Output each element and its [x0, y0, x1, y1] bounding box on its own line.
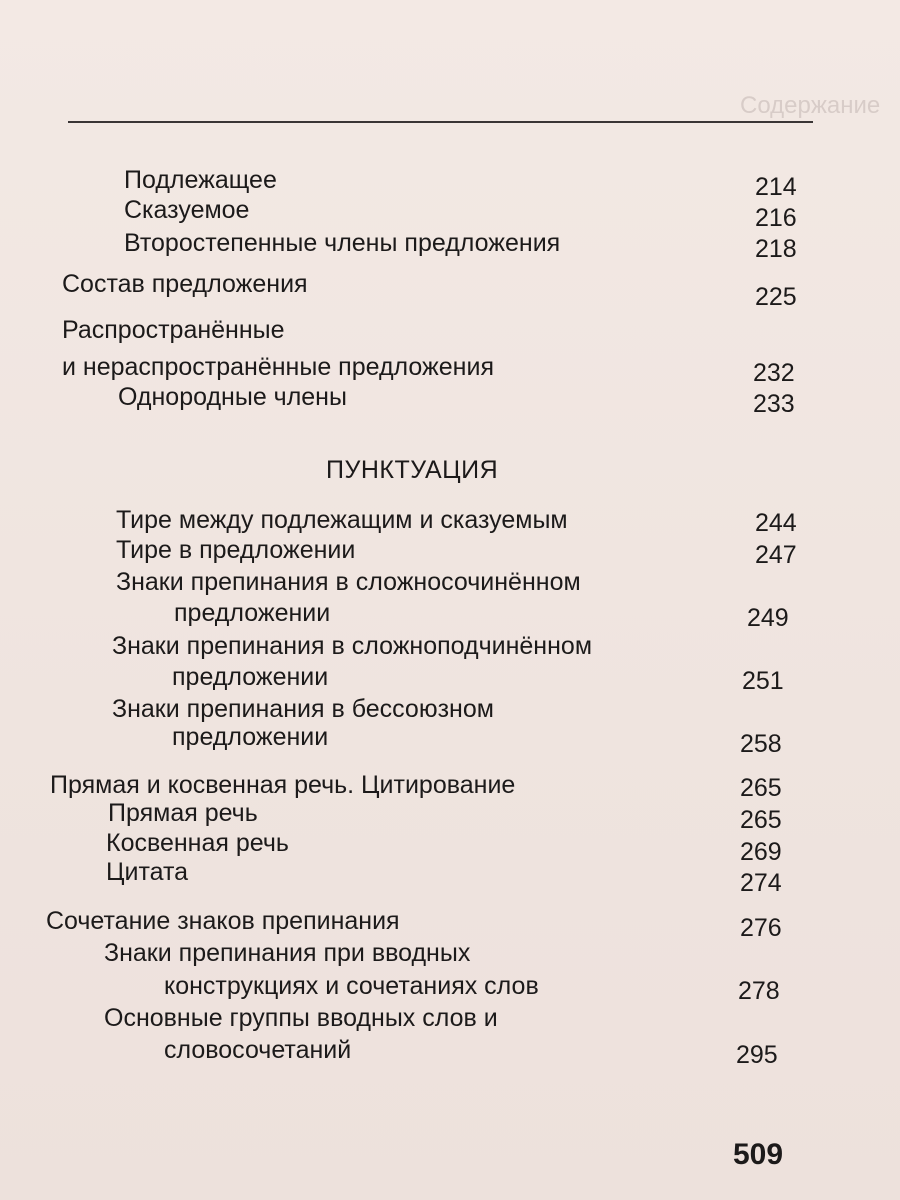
running-head: Содержание — [740, 92, 881, 119]
toc-entry-18-cont: словосочетаний — [164, 1036, 352, 1064]
toc-page-9: 249 — [747, 604, 789, 632]
toc-entry-5: Распространённые — [62, 316, 285, 344]
header-rule — [68, 121, 813, 123]
toc-entry-6: Однородные члены — [118, 383, 347, 411]
toc-entry-1: Подлежащее — [124, 166, 277, 194]
toc-page-15: 274 — [740, 869, 782, 897]
toc-page-16: 276 — [740, 914, 782, 942]
toc-page-5: 232 — [753, 359, 795, 387]
toc-entry-5-cont: и нераспространённые предложения — [62, 353, 494, 381]
toc-entry-7: Тире между подлежащим и сказуемым — [116, 506, 568, 534]
toc-page-13: 265 — [740, 806, 782, 834]
page-number: 509 — [733, 1138, 784, 1171]
toc-entry-11-cont: предложении — [172, 723, 329, 751]
toc-entry-15: Цитата — [106, 858, 189, 886]
toc-entry-10: Знаки препинания в сложноподчинённом — [112, 632, 593, 660]
toc-entry-3: Второстепенные члены предложения — [124, 229, 561, 257]
toc-page-7: 244 — [755, 509, 797, 537]
toc-entry-2: Сказуемое — [124, 196, 250, 224]
toc-entry-9-cont: предложении — [174, 599, 331, 627]
toc-page-12: 265 — [740, 774, 782, 802]
toc-page-18: 295 — [736, 1041, 778, 1069]
toc-entry-10-cont: предложении — [172, 663, 329, 691]
toc-entry-13: Прямая речь — [108, 799, 258, 827]
toc-page-8: 247 — [755, 541, 797, 569]
toc-entry-14: Косвенная речь — [106, 829, 289, 857]
toc-page-10: 251 — [742, 667, 784, 695]
toc-page-1: 214 — [755, 173, 797, 201]
toc-page-17: 278 — [738, 977, 780, 1005]
toc-entry-16: Сочетание знаков препинания — [46, 907, 400, 935]
toc-page-2: 216 — [755, 204, 797, 232]
toc-entry-18: Основные группы вводных слов и — [104, 1004, 498, 1032]
toc-page-4: 225 — [755, 283, 797, 311]
toc-page-3: 218 — [755, 235, 797, 263]
toc-page-11: 258 — [740, 730, 782, 758]
toc-entry-17: Знаки препинания при вводных — [104, 939, 471, 967]
toc-page-6: 233 — [753, 390, 795, 418]
toc-entry-12: Прямая и косвенная речь. Цитирование — [50, 771, 516, 799]
section-title: ПУНКТУАЦИЯ — [326, 456, 499, 484]
toc-entry-8: Тире в предложении — [116, 536, 356, 564]
toc-entry-17-cont: конструкциях и сочетаниях слов — [164, 972, 539, 1000]
toc-entry-4: Состав предложения — [62, 270, 308, 298]
toc-entry-9: Знаки препинания в сложносочинённом — [116, 568, 581, 596]
toc-page-14: 269 — [740, 838, 782, 866]
toc-entry-11: Знаки препинания в бессоюзном — [112, 695, 494, 723]
